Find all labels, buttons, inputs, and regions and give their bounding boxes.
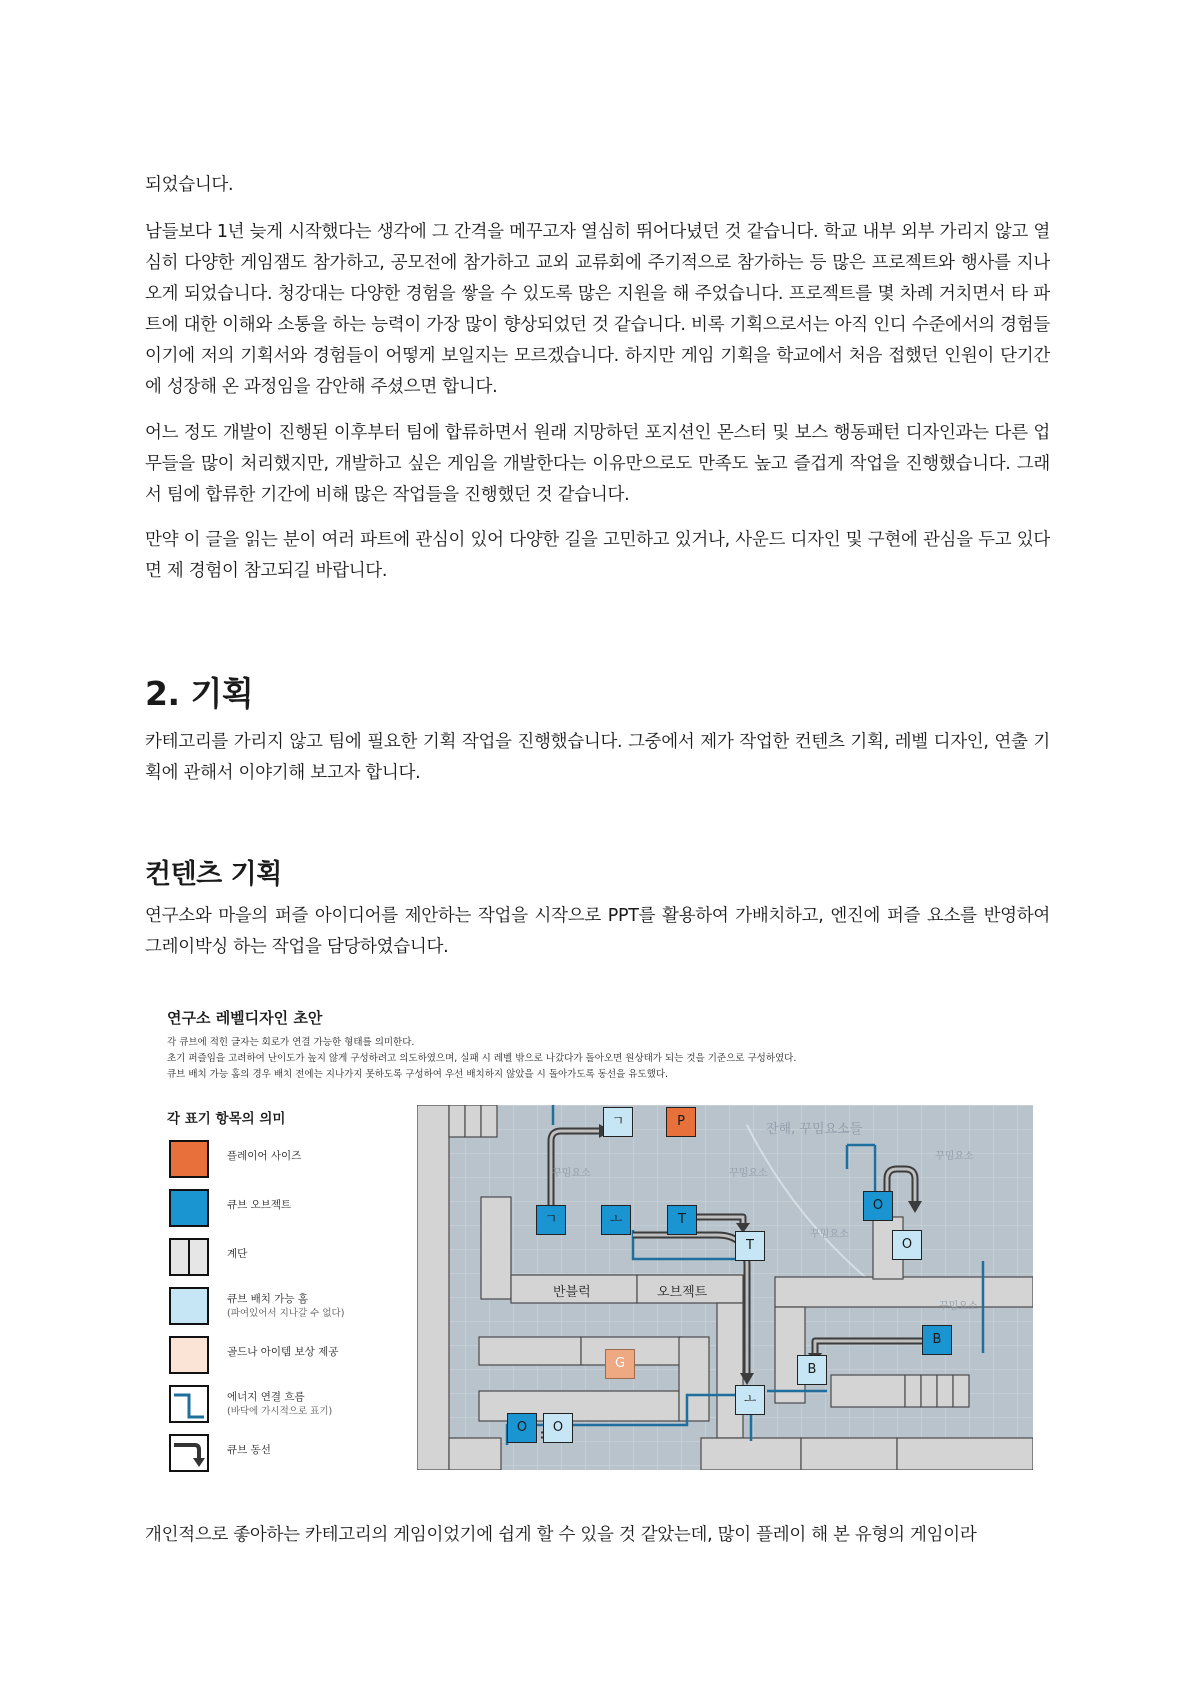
cube-slot: ㄱ [603,1107,633,1137]
cube-slot: O [892,1230,922,1260]
blue-square-icon [169,1189,209,1227]
cube-path-arrow-icon [169,1434,209,1472]
legend-item-reward [169,1336,399,1378]
figure-desc-line: 각 큐브에 적힌 글자는 회로가 연결 가능한 형태를 의미한다. [167,1037,415,1048]
level-map [417,1105,1033,1470]
map-label-debris: 잔해, 꾸밈요소들 [766,1122,863,1137]
player-cube: P [666,1107,696,1137]
figure-desc-line: 초기 퍼즐임을 고려하여 난이도가 높지 않게 구성하려고 의도하였으며, 실패 시 레벨 밖으로 나갔다가 돌아오면 원상태가 되는 것을 기준으로 구성하였다. [167,1053,797,1064]
legend-item-stairs [169,1238,399,1280]
figure-desc-line: 큐브 배치 가능 홈의 경우 배치 전에는 지나가지 못하도록 구성하여 우선 배치하지 않았을 시 돌아가도록 동선을 유도했다. [167,1069,669,1080]
legend-sublabel: (바닥에 가시적으로 표기) [227,1406,333,1417]
cube-slot: ㅗ [735,1385,765,1415]
cube-object: T [667,1205,697,1235]
legend-item-cube-path [169,1434,399,1476]
level-design-figure [153,995,1033,1475]
legend-label: 큐브 동선 [227,1444,271,1456]
legend-item-player-size [169,1140,399,1182]
legend-label: 골드나 아이템 보상 제공 [227,1346,339,1358]
figure-description [167,1035,796,1083]
legend-title: 각 표기 항목의 의미 [167,1111,286,1127]
paragraph-2: 남들보다 1년 늦게 시작했다는 생각에 그 간격을 메꾸고자 열심히 뛰어다녔던 것 같습니다. 학교 내부 외부 가리지 않고 열심히 다양한 게임잼도 참가하고, 공모전에 참가하고 교외 교류회에 주기적으로 참가하는 등 많은 프로젝트와 행사를 지나오게 되었습니다. 청강대는 다양한 경험을 쌓을 수 있도록 많은 지원을 해 주었습니다. 프로젝트를 몇 차례 거치면서 타 파트에 대한 이해와 소통을 하는 능력이 가장 많이 향상되었던 것 같습니다. 비록 기획으로서는 아직 인디 수준에서의 경험들이기에 저의 기획서와 경험들이 어떻게 보일지는 모르겠습니다. 하지만 게임 기획을 학교에서 처음 접했던 인원이 단기간에 성장해 온 과정임을 감안해 주셨으면 합니다. [145,222,1050,397]
map-label-half-block: 반블럭 [553,1285,591,1300]
cube-slot: T [735,1231,765,1261]
cube-slot: B [797,1355,827,1385]
legend-sublabel: (파여있어서 지나갈 수 없다) [227,1308,345,1319]
paragraph-bottom: 개인적으로 좋아하는 카테고리의 게임이었기에 쉽게 할 수 있을 것 같았는데, 많이 플레이 해 본 유형의 게임이라 [145,1525,977,1545]
gold-reward: G [605,1349,635,1379]
orange-square-icon [169,1140,209,1178]
section-intro-paragraph: 카테고리를 가리지 않고 팀에 필요한 기획 작업을 진행했습니다. 그중에서 제가 작업한 컨텐츠 기획, 레벨 디자인, 연출 기획에 관해서 이야기해 보고자 합니다. [145,732,1050,783]
map-label-deco: 꾸밈요소 [552,1168,591,1179]
legend-label: 큐브 배치 가능 홈 [227,1293,309,1305]
cube-object: O [507,1413,537,1443]
map-label-deco: 꾸밈요소 [939,1301,978,1312]
figure-title: 연구소 레벨디자인 초안 [167,1009,323,1027]
cube-object: O [863,1191,893,1221]
map-label-deco: 꾸밈요소 [810,1229,849,1240]
light-blue-square-icon [169,1287,209,1325]
legend-item-cube-slot [169,1287,399,1329]
legend-label: 에너지 연결 흐름 [227,1391,305,1403]
map-label-deco: 꾸밈요소 [729,1168,768,1179]
cube-object: ㅗ [601,1205,631,1235]
legend-label: 계단 [227,1248,248,1260]
paragraph-3: 어느 정도 개발이 진행된 이후부터 팀에 합류하면서 원래 지망하던 포지션인 몬스터 및 보스 행동패턴 디자인과는 다른 업무들을 많이 처리했지만, 개발하고 싶은 게임을 개발한다는 이유만으로도 만족도 높고 즐겁게 작업을 진행했습니다. 그래서 팀에 합류한 기간에 비해 많은 작업들을 진행했던 것 같습니다. [145,423,1050,505]
subsection-heading-contents: 컨텐츠 기획 [145,859,282,890]
contents-paragraph: 연구소와 마을의 퍼즐 아이디어를 제안하는 작업을 시작으로 PPT를 활용하여 가배치하고, 엔진에 퍼즐 요소를 반영하여 그레이박싱 하는 작업을 담당하였습니다. [145,906,1050,957]
paragraph-4: 만약 이 글을 읽는 분이 여러 파트에 관심이 있어 다양한 길을 고민하고 있거나, 사운드 디자인 및 구현에 관심을 두고 있다면 제 경험이 참고되길 바랍니다. [145,530,1050,581]
cube-object: ㄱ [536,1205,566,1235]
legend-label: 플레이어 사이즈 [227,1150,302,1162]
peach-square-icon [169,1336,209,1374]
legend-label: 큐브 오브젝트 [227,1199,292,1211]
legend-item-cube-object [169,1189,399,1231]
cube-slot: O [543,1413,573,1443]
cube-object: B [922,1325,952,1355]
energy-flow-icon [169,1385,209,1423]
stairs-icon [169,1238,209,1276]
section-heading-planning: 2. 기획 [145,674,254,713]
legend-item-energy-flow [169,1385,399,1427]
paragraph-1: 되었습니다. [145,175,234,195]
map-label-deco: 꾸밈요소 [935,1151,974,1162]
map-label-object: 오브젝트 [657,1285,708,1300]
